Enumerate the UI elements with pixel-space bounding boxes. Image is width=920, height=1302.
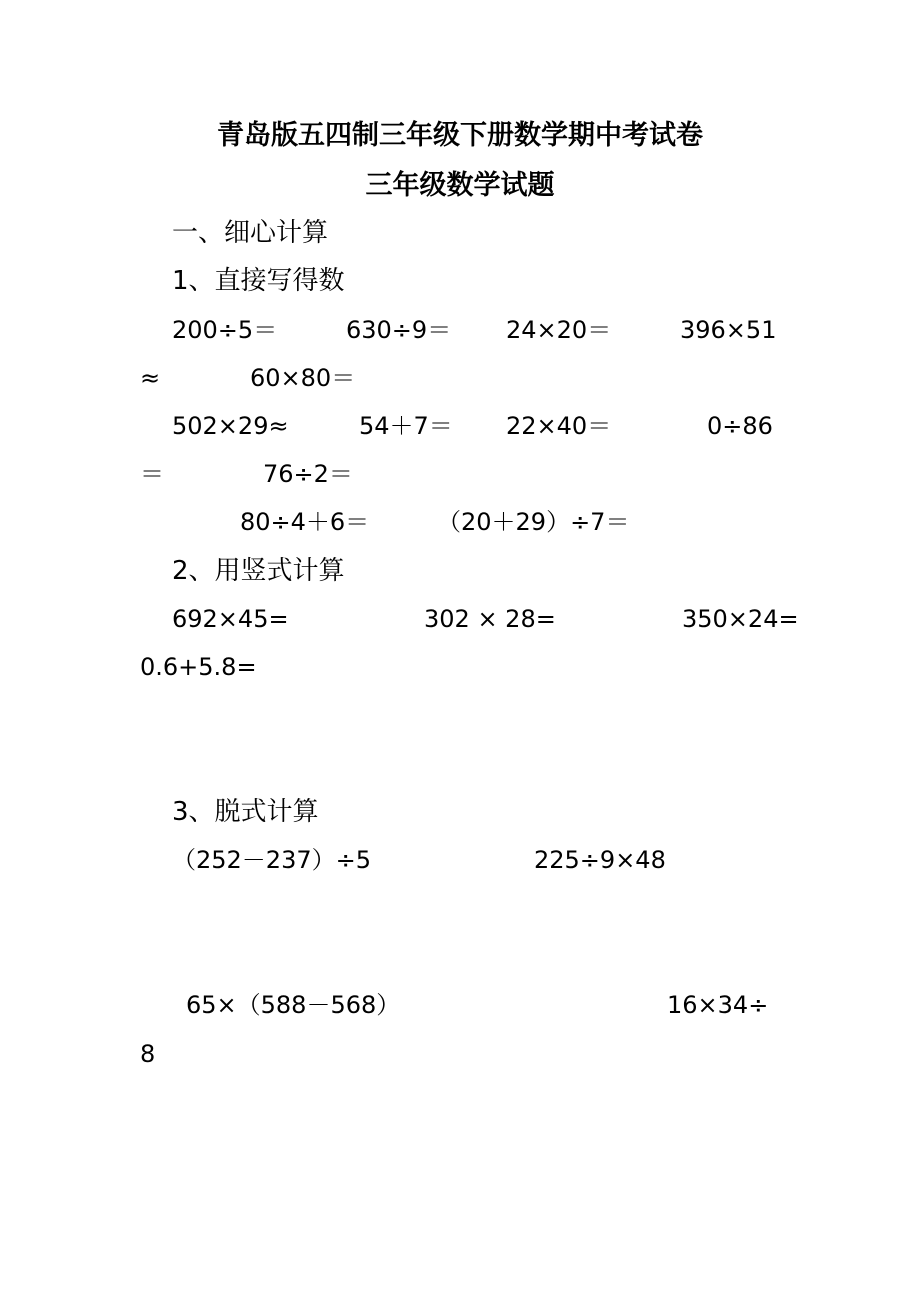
question-heading-1: 1、直接写得数 (172, 266, 345, 296)
problem-item: 60×80＝ (250, 364, 356, 392)
problem-item: 502×29≈ (172, 412, 289, 440)
problem-item-wrap: ≈ (140, 364, 161, 392)
problem-item: 16×34÷ (667, 991, 769, 1019)
problem-item: 630÷9＝ (346, 316, 452, 344)
problem-item: 350×24= (682, 605, 799, 633)
problem-item-wrap: ＝ (140, 460, 164, 488)
exam-title: 青岛版五四制三年级下册数学期中考试卷 (217, 120, 703, 151)
question-heading-2: 2、用竖式计算 (172, 556, 345, 586)
problem-item-wrap: 8 (140, 1040, 156, 1068)
question-heading-3: 3、脱式计算 (172, 797, 319, 827)
problem-item: 80÷4＋6＝ (240, 508, 370, 536)
problem-item: （20＋29）÷7＝ (437, 508, 630, 536)
problem-item: 692×45= (172, 605, 289, 633)
problem-item: 225÷9×48 (534, 846, 666, 874)
problem-item: 0.6+5.8= (140, 653, 257, 681)
problem-item: 0÷86 (707, 412, 773, 440)
problem-item: 54＋7＝ (359, 412, 453, 440)
problem-item: （252－237）÷5 (172, 846, 371, 874)
section-heading: 一、细心计算 (172, 218, 329, 248)
exam-subtitle: 三年级数学试题 (365, 170, 555, 201)
problem-item: 65×（588－568） (186, 991, 401, 1019)
problem-item: 200÷5＝ (172, 316, 278, 344)
problem-item: 76÷2＝ (263, 460, 353, 488)
problem-item: 396×51 (680, 316, 777, 344)
problem-item: 22×40＝ (506, 412, 612, 440)
problem-item: 24×20＝ (506, 316, 612, 344)
problem-item: 302 × 28= (424, 605, 556, 633)
